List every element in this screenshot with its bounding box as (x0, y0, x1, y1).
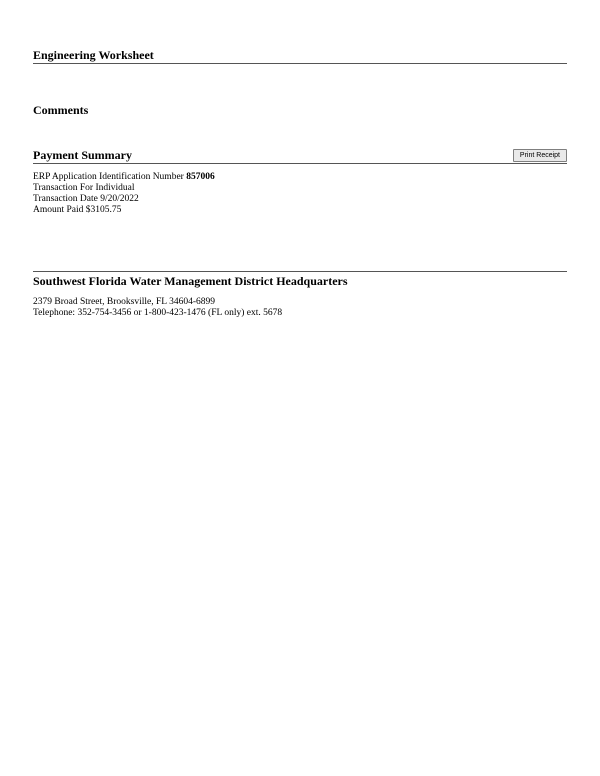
transaction-date: Transaction Date 9/20/2022 (33, 194, 139, 204)
payment-details (33, 172, 215, 216)
erp-number: 857006 (186, 172, 215, 182)
print-receipt-button[interactable]: Print Receipt (513, 149, 567, 162)
headquarters-telephone: Telephone: 352-754-3456 or 1-800-423-1476 (FL only) ext. 5678 (33, 308, 283, 318)
erp-label: ERP Application Identification Number (33, 172, 184, 182)
engineering-worksheet-heading: Engineering Worksheet (33, 48, 567, 64)
erp-application-line (33, 172, 215, 183)
headquarters-heading: Southwest Florida Water Management District Headquarters (33, 271, 567, 289)
comments-heading: Comments (33, 103, 89, 117)
headquarters-address: 2379 Broad Street, Brooksville, FL 34604-6899 (33, 297, 215, 307)
headquarters-details (33, 297, 282, 319)
transaction-for: Transaction For Individual (33, 183, 135, 193)
amount-paid: Amount Paid $3105.75 (33, 205, 122, 215)
payment-summary-heading: Payment Summary (33, 148, 567, 164)
